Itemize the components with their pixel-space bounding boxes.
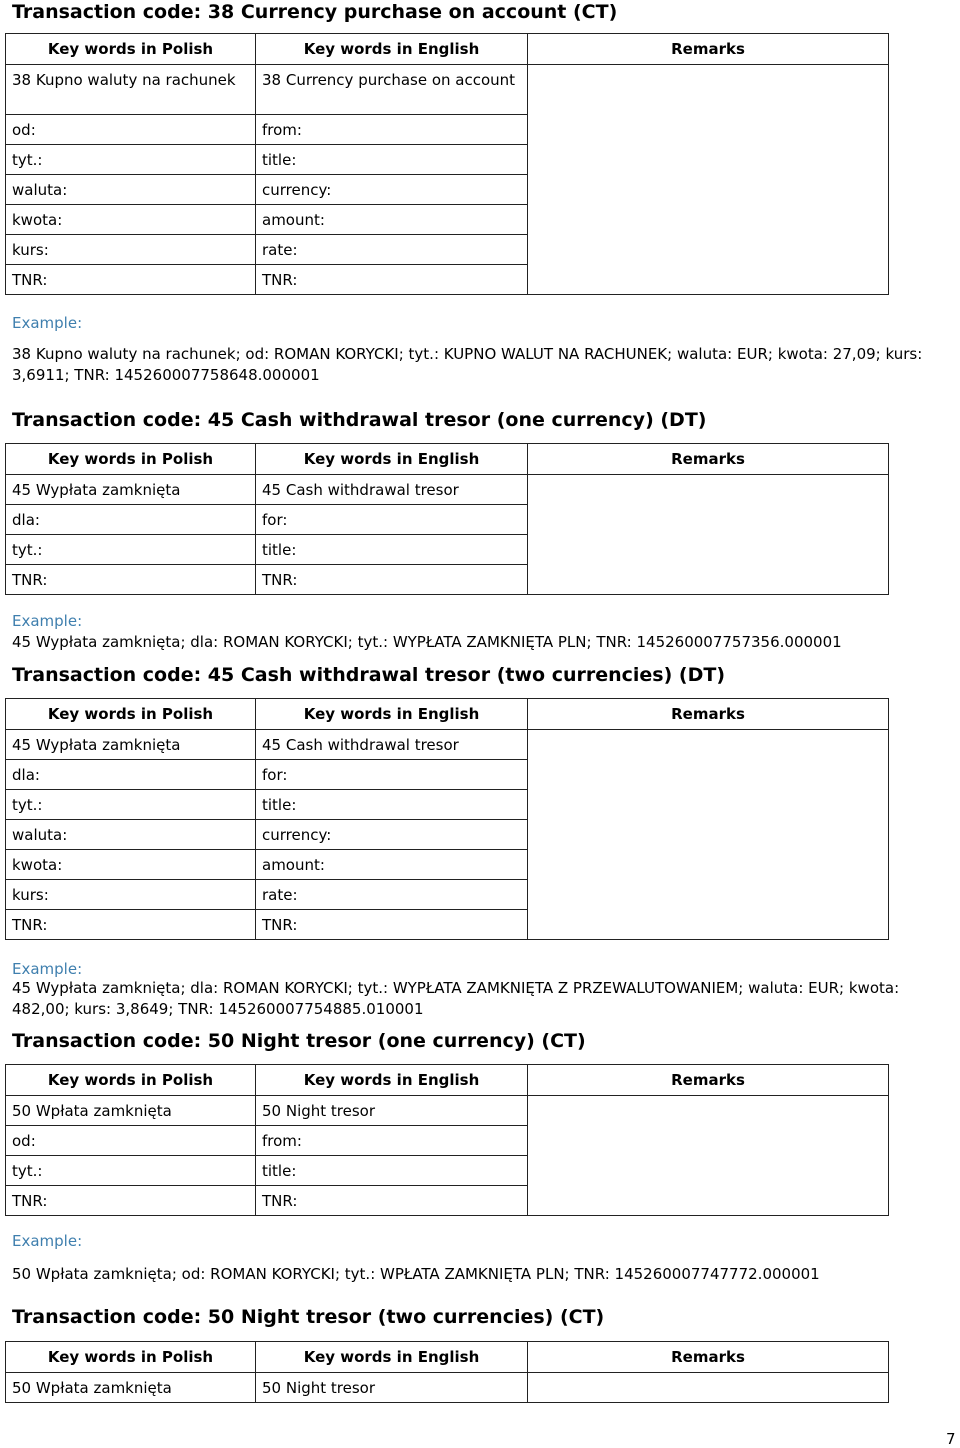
header-english: Key words in English bbox=[256, 1065, 528, 1096]
header-polish: Key words in Polish bbox=[6, 699, 256, 730]
polish-keyword: TNR: bbox=[6, 265, 256, 295]
header-english: Key words in English bbox=[256, 1342, 528, 1373]
table-header-row bbox=[6, 1342, 889, 1373]
remarks-cell bbox=[528, 1373, 889, 1403]
polish-keyword: 45 Wypłata zamknięta bbox=[6, 730, 256, 760]
header-remarks: Remarks bbox=[528, 444, 889, 475]
english-keyword: from: bbox=[256, 1126, 528, 1156]
table-header-row bbox=[6, 444, 889, 475]
example-text: 38 Kupno waluty na rachunek; od: ROMAN KORYCKI; tyt.: KUPNO WALUT NA RACHUNEK; waluta: EUR; kwota: 27,09; kurs: 3,6911; TNR: 145260007758648.000001 bbox=[12, 345, 923, 384]
english-keyword: currency: bbox=[256, 820, 528, 850]
section-title: Transaction code: 50 Night tresor (two currencies) (CT) bbox=[12, 1306, 605, 1328]
english-keyword: 45 Cash withdrawal tresor bbox=[256, 475, 528, 505]
table-row bbox=[6, 65, 889, 115]
polish-keyword: kurs: bbox=[6, 880, 256, 910]
example-label: Example: bbox=[12, 960, 83, 978]
header-english: Key words in English bbox=[256, 34, 528, 65]
header-remarks: Remarks bbox=[528, 699, 889, 730]
table-header-row bbox=[6, 34, 889, 65]
header-polish: Key words in Polish bbox=[6, 1342, 256, 1373]
polish-keyword: tyt.: bbox=[6, 535, 256, 565]
header-polish: Key words in Polish bbox=[6, 1065, 256, 1096]
keywords-table bbox=[5, 443, 889, 595]
keywords-table bbox=[5, 1341, 889, 1403]
keywords-table bbox=[5, 698, 889, 940]
header-remarks: Remarks bbox=[528, 1065, 889, 1096]
polish-keyword: dla: bbox=[6, 760, 256, 790]
remarks-cell bbox=[528, 475, 889, 595]
polish-keyword: 38 Kupno waluty na rachunek bbox=[6, 65, 256, 115]
polish-keyword: tyt.: bbox=[6, 145, 256, 175]
section-title: Transaction code: 38 Currency purchase on account (CT) bbox=[12, 1, 618, 23]
example-label: Example: bbox=[12, 1232, 83, 1250]
english-keyword: title: bbox=[256, 145, 528, 175]
polish-keyword: waluta: bbox=[6, 175, 256, 205]
header-polish: Key words in Polish bbox=[6, 34, 256, 65]
section-title: Transaction code: 45 Cash withdrawal tresor (one currency) (DT) bbox=[12, 409, 707, 431]
polish-keyword: kurs: bbox=[6, 235, 256, 265]
polish-keyword: tyt.: bbox=[6, 1156, 256, 1186]
polish-keyword: TNR: bbox=[6, 910, 256, 940]
english-keyword: for: bbox=[256, 760, 528, 790]
example-label: Example: bbox=[12, 612, 83, 630]
english-keyword: currency: bbox=[256, 175, 528, 205]
english-keyword: amount: bbox=[256, 850, 528, 880]
example-label: Example: bbox=[12, 314, 83, 332]
english-keyword: title: bbox=[256, 1156, 528, 1186]
example-text: 45 Wypłata zamknięta; dla: ROMAN KORYCKI; tyt.: WYPŁATA ZAMKNIĘTA Z PRZEWALUTOWANIEM; waluta: EUR; kwota: 482,00; kurs: 3,8649; TNR: 145260007754885.010001 bbox=[12, 979, 900, 1018]
english-keyword: 38 Currency purchase on account bbox=[256, 65, 528, 115]
table-header-row bbox=[6, 699, 889, 730]
english-keyword: TNR: bbox=[256, 1186, 528, 1216]
english-keyword: 50 Night tresor bbox=[256, 1373, 528, 1403]
polish-keyword: od: bbox=[6, 1126, 256, 1156]
english-keyword: TNR: bbox=[256, 565, 528, 595]
polish-keyword: kwota: bbox=[6, 205, 256, 235]
english-keyword: from: bbox=[256, 115, 528, 145]
header-remarks: Remarks bbox=[528, 1342, 889, 1373]
polish-keyword: dla: bbox=[6, 505, 256, 535]
header-english: Key words in English bbox=[256, 444, 528, 475]
remarks-cell bbox=[528, 1096, 889, 1216]
polish-keyword: TNR: bbox=[6, 565, 256, 595]
polish-keyword: waluta: bbox=[6, 820, 256, 850]
table-row bbox=[6, 730, 889, 760]
polish-keyword: 50 Wpłata zamknięta bbox=[6, 1096, 256, 1126]
english-keyword: title: bbox=[256, 790, 528, 820]
remarks-cell bbox=[528, 65, 889, 295]
header-english: Key words in English bbox=[256, 699, 528, 730]
table-header-row bbox=[6, 1065, 889, 1096]
table-row bbox=[6, 475, 889, 505]
english-keyword: amount: bbox=[256, 205, 528, 235]
table-row bbox=[6, 1096, 889, 1126]
example-text: 50 Wpłata zamknięta; od: ROMAN KORYCKI; tyt.: WPŁATA ZAMKNIĘTA PLN; TNR: 145260007747772.000001 bbox=[12, 1265, 820, 1283]
keywords-table bbox=[5, 1064, 889, 1216]
english-keyword: TNR: bbox=[256, 910, 528, 940]
polish-keyword: kwota: bbox=[6, 850, 256, 880]
polish-keyword: tyt.: bbox=[6, 790, 256, 820]
english-keyword: 50 Night tresor bbox=[256, 1096, 528, 1126]
english-keyword: rate: bbox=[256, 235, 528, 265]
remarks-cell bbox=[528, 730, 889, 940]
header-remarks: Remarks bbox=[528, 34, 889, 65]
english-keyword: rate: bbox=[256, 880, 528, 910]
keywords-table bbox=[5, 33, 889, 295]
polish-keyword: 45 Wypłata zamknięta bbox=[6, 475, 256, 505]
header-polish: Key words in Polish bbox=[6, 444, 256, 475]
english-keyword: for: bbox=[256, 505, 528, 535]
english-keyword: 45 Cash withdrawal tresor bbox=[256, 730, 528, 760]
table-row bbox=[6, 1373, 889, 1403]
section-title: Transaction code: 45 Cash withdrawal tresor (two currencies) (DT) bbox=[12, 664, 726, 686]
english-keyword: title: bbox=[256, 535, 528, 565]
english-keyword: TNR: bbox=[256, 265, 528, 295]
polish-keyword: TNR: bbox=[6, 1186, 256, 1216]
example-text: 45 Wypłata zamknięta; dla: ROMAN KORYCKI; tyt.: WYPŁATA ZAMKNIĘTA PLN; TNR: 145260007757356.000001 bbox=[12, 633, 842, 651]
page-number: 7 bbox=[946, 1430, 956, 1448]
polish-keyword: 50 Wpłata zamknięta bbox=[6, 1373, 256, 1403]
section-title: Transaction code: 50 Night tresor (one currency) (CT) bbox=[12, 1030, 586, 1052]
polish-keyword: od: bbox=[6, 115, 256, 145]
